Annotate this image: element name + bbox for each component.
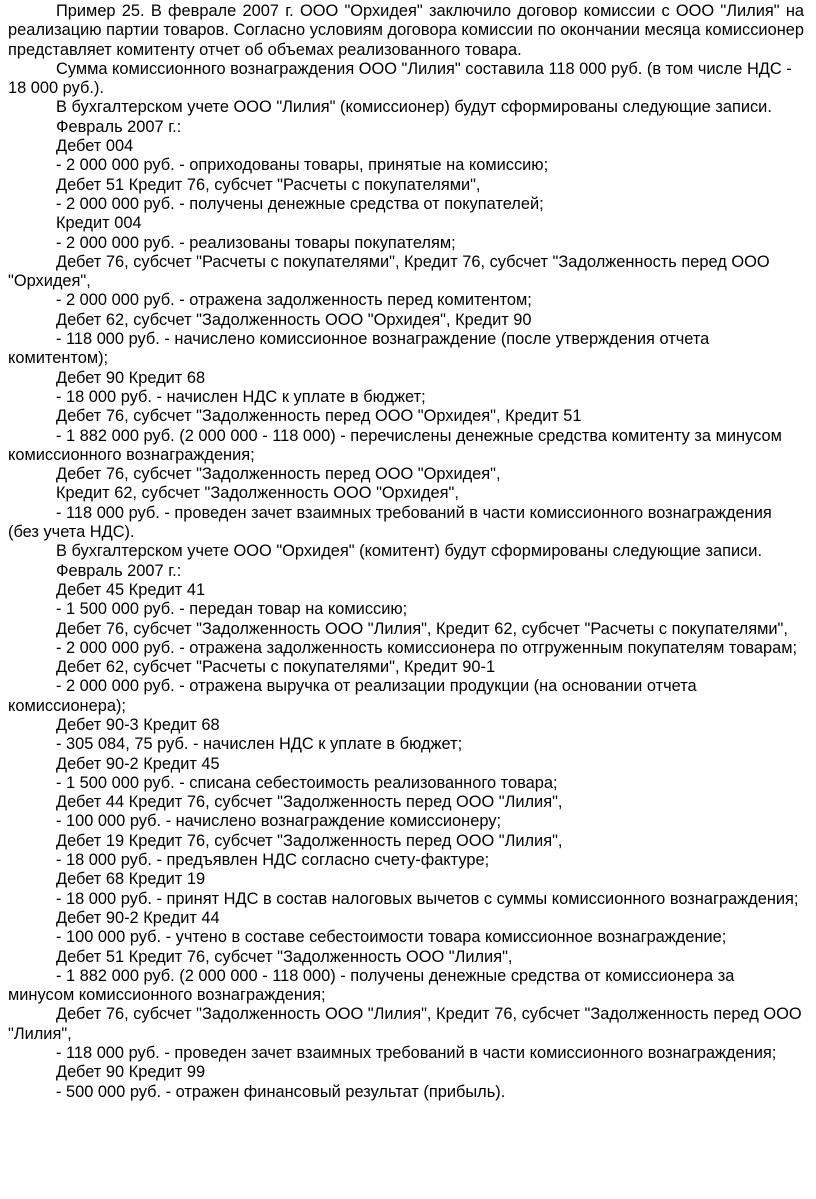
paragraph: - 1 882 000 руб. (2 000 000 - 118 000) - получены денежные средства от комиссионера за минусом комиссионного вознаграждения; bbox=[8, 966, 735, 1005]
paragraph: Дебет 76, субсчет "Расчеты с покупателями", Кредит 76, субсчет "Задолженность перед ООО "Орхидея", bbox=[8, 252, 770, 291]
paragraph: - 18 000 руб. - предъявлен НДС согласно счету-фактуре; bbox=[56, 851, 490, 870]
paragraph: - 118 000 руб. - проведен зачет взаимных требований в части комиссионного вознаграждения; bbox=[56, 1044, 777, 1063]
paragraph: Дебет 19 Кредит 76, субсчет "Задолженность перед ООО "Лилия", bbox=[56, 831, 563, 850]
paragraph: Февраль 2007 г.: bbox=[56, 117, 182, 136]
paragraph: - 2 000 000 руб. - оприходованы товары, принятые на комиссию; bbox=[56, 156, 549, 175]
paragraph: - 118 000 руб. - проведен зачет взаимных требований в части комиссионного вознаграждения (без учета НДС). bbox=[8, 503, 772, 542]
paragraph: - 2 000 000 руб. - получены денежные средства от покупателей; bbox=[56, 194, 544, 213]
paragraph: Сумма комиссионного вознаграждения ООО "Лилия" составила 118 000 руб. (в том числе НДС - 18 000 руб.). bbox=[8, 59, 792, 98]
paragraph: - 100 000 руб. - учтено в составе себестоимости товара комиссионное вознаграждение; bbox=[56, 928, 727, 947]
paragraph: Дебет 90-3 Кредит 68 bbox=[56, 715, 220, 734]
paragraph: Дебет 76, субсчет "Задолженность перед ООО "Орхидея", bbox=[56, 465, 501, 484]
paragraph: Дебет 004 bbox=[56, 137, 134, 156]
paragraph: - 305 084, 75 руб. - начислен НДС к уплате в бюджет; bbox=[56, 735, 463, 754]
paragraph: Дебет 90-2 Кредит 44 bbox=[56, 908, 220, 927]
paragraph: Дебет 76, субсчет "Задолженность ООО "Лилия", Кредит 62, субсчет "Расчеты с покупателями", bbox=[56, 619, 788, 638]
paragraph: Дебет 90 Кредит 99 bbox=[56, 1063, 206, 1082]
paragraph: - 2 000 000 руб. - отражена задолженность комиссионера по отгруженным покупателям товарам; bbox=[56, 638, 798, 657]
paragraph: Дебет 68 Кредит 19 bbox=[56, 870, 206, 889]
paragraph: - 1 500 000 руб. - передан товар на комиссию; bbox=[56, 600, 408, 619]
paragraph: В бухгалтерском учете ООО "Лилия" (комиссионер) будут сформированы следующие записи. bbox=[56, 98, 772, 117]
paragraph: Дебет 76, субсчет "Задолженность перед ООО "Орхидея", Кредит 51 bbox=[56, 407, 582, 426]
paragraph: Дебет 45 Кредит 41 bbox=[56, 580, 206, 599]
paragraph: Дебет 62, субсчет "Задолженность ООО "Орхидея", Кредит 90 bbox=[56, 310, 532, 329]
paragraph: - 18 000 руб. - принят НДС в состав налоговых вычетов с суммы комиссионного вознаграждения; bbox=[56, 889, 799, 908]
paragraph: Дебет 90-2 Кредит 45 bbox=[56, 754, 220, 773]
paragraph: - 1 882 000 руб. (2 000 000 - 118 000) - перечислены денежные средства комитенту за минусом комиссионного вознаграждения; bbox=[8, 426, 782, 464]
paragraph: - 2 000 000 руб. - реализованы товары покупателям; bbox=[56, 233, 456, 252]
paragraph: Кредит 004 bbox=[56, 214, 142, 233]
paragraph: Дебет 90 Кредит 68 bbox=[56, 368, 206, 387]
paragraph: В бухгалтерском учете ООО "Орхидея" (комитент) будут сформированы следующие записи. bbox=[56, 542, 763, 561]
paragraph: Дебет 62, субсчет "Расчеты с покупателями", Кредит 90-1 bbox=[56, 658, 496, 677]
paragraph: Дебет 76, субсчет "Задолженность ООО "Лилия", Кредит 76, субсчет "Задолженность перед ООО "Лилия", bbox=[8, 1005, 802, 1043]
paragraph: - 118 000 руб. - начислено комиссионное вознаграждение (после утверждения отчета комитентом); bbox=[8, 330, 710, 368]
paragraph: Дебет 51 Кредит 76, субсчет "Задолженность ООО "Лилия", bbox=[56, 947, 513, 966]
paragraph: - 18 000 руб. - начислен НДС к уплате в бюджет; bbox=[56, 387, 426, 406]
paragraph: Пример 25. В феврале 2007 г. ООО "Орхидея" заключило договор комиссии с ООО "Лилия" на реализацию партии товаров. Согласно условиям договора комиссии по окончании месяца комиссионер представляет комитенту отчет об объемах реализованного товара. bbox=[8, 2, 804, 59]
paragraph: - 1 500 000 руб. - списана себестоимость реализованного товара; bbox=[56, 773, 558, 792]
paragraph: Дебет 51 Кредит 76, субсчет "Расчеты с покупателями", bbox=[56, 175, 481, 194]
paragraph: - 2 000 000 руб. - отражена задолженность перед комитентом; bbox=[56, 291, 532, 310]
paragraph: - 500 000 руб. - отражен финансовый результат (прибыль). bbox=[56, 1082, 506, 1101]
paragraph: - 2 000 000 руб. - отражена выручка от реализации продукции (на основании отчета комиссионера); bbox=[8, 677, 697, 715]
paragraph: Дебет 44 Кредит 76, субсчет "Задолженность перед ООО "Лилия", bbox=[56, 793, 563, 812]
paragraph: - 100 000 руб. - начислено вознаграждение комиссионеру; bbox=[56, 812, 502, 831]
paragraph: Кредит 62, субсчет "Задолженность ООО "Орхидея", bbox=[56, 484, 459, 503]
paragraph: Февраль 2007 г.: bbox=[56, 561, 182, 580]
